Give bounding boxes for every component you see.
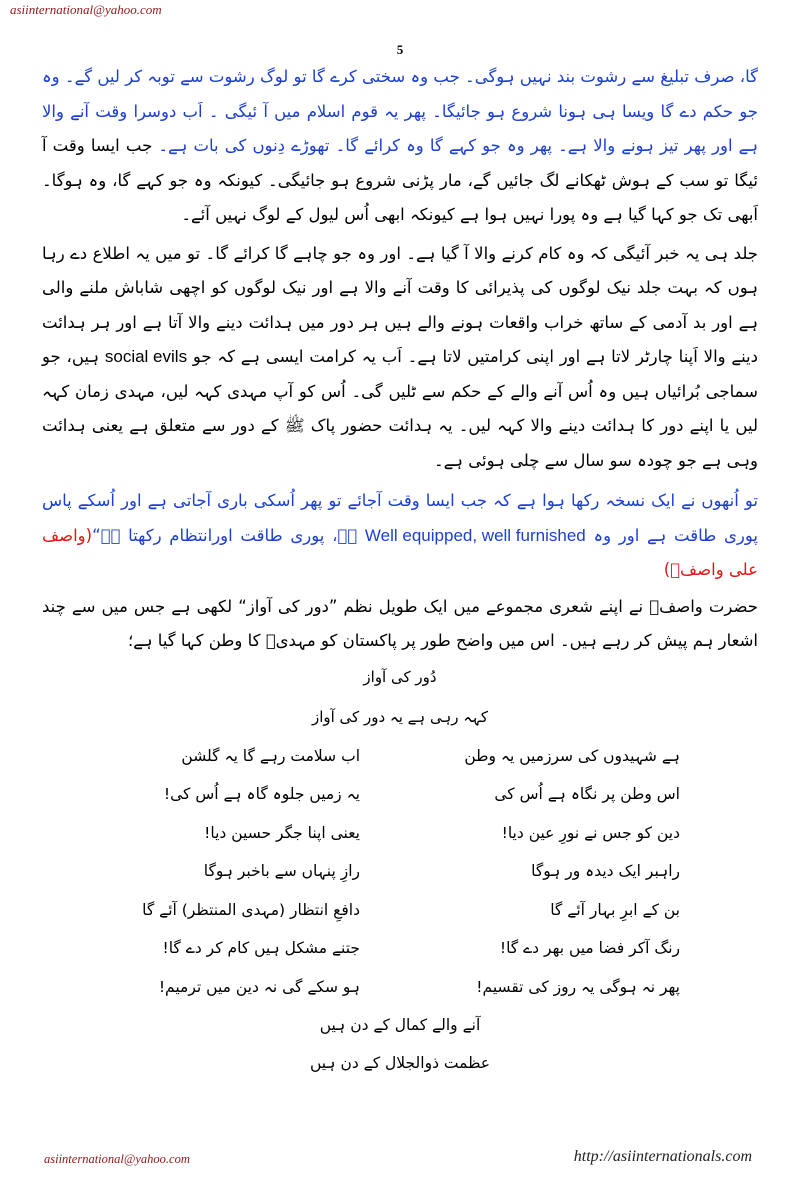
paragraph-4-intro: حضرت واصفؒ نے اپنے شعری مجموعے میں ایک طویل نظم ”دور کی آواز“ لکھی ہے جس میں سے چند اشعار ہم پیش کر رہے ہیں۔ اس میں واضح طور پر پاکستان کو مہدیؑ کا وطن کہا گیا ہے؛	[42, 596, 758, 650]
poem-couplets	[120, 737, 680, 1007]
page-number: 5	[396, 42, 404, 57]
poem-line-second: یعنی اپنا جگر حسین دیا!	[204, 823, 360, 842]
paragraph-2-text-a: جلد ہی یہ خبر آئیگی کہ وہ کام کرنے والا آ گیا ہے۔ اور وہ جو چاہے گا کرائے گا۔ تو میں یہ اطلاع دے رہا ہوں کہ بہت جلد نیک لوگوں کی پذیرائی کا وقت آنے والا ہے اور نیک لوگوں کو اچھی شاباش ملنے والی ہے اور بد آدمی کے ساتھ خراب واقعات ہونے والے ہیں ہر دور میں ہدائت دینے والا آتا ہے اور ہر ہدائت دینے والا اَپنا چارٹر لاتا ہے اور اپنی کرامتیں لاتا ہے۔ اَب یہ کرامت ایسی ہے کہ جو	[42, 243, 759, 366]
poem-line-second: رازِ پنہاں سے باخبر ہوگا	[203, 862, 360, 881]
poem-couplet	[120, 968, 680, 1007]
paragraph-2	[42, 237, 758, 479]
paragraph-3-quote	[42, 484, 758, 588]
poem-line-first: ہے شہیدوں کی سرزمیں یہ وطن	[464, 746, 680, 765]
paragraph-2-text-b: ہیں، جو سماجی بُرائیاں ہیں وہ اُس آنے والے کے حکم سے ٹلیں گی۔ اُس کو آپ مہدی کہہ لیں، مہدی زمان کہہ لیں یا اپنے دور کا ہدائت دینے والا کہہ لیں۔ یہ ہدائت حضور پاک ﷺ کے دور سے متعلق ہے یعنی ہدائت وہی ہے جو چودہ سو سال سے چلی ہوئی ہے۔	[42, 347, 758, 470]
poem-line-second: ہو سکے گی نہ دین میں ترمیم!	[158, 977, 360, 996]
paragraph-3-english-phrase: Well equipped, well furnished	[364, 525, 586, 545]
poem-line-first: راہبر ایک دیدہ ور ہوگا	[531, 862, 680, 881]
quote-attribution: (واصف علی واصفؒ)	[42, 525, 758, 579]
paragraph-1-blue-text: گا، صرف تبلیغ سے رشوت بند نہیں ہوگی۔ جب وہ سختی کرے گا تو لوگ رشوت سے توبہ کر لیں گے۔ وہ جو حکم دے گا ویسا ہی ہونا شروع ہو جائیگا۔ پھر یہ قوم اسلام میں آ ئیگی ۔ اَب دوسرا وقت آنے والا ہے اور پھر تیز ہونے والا ہے۔ پھر وہ جو کہے گا وہ کرائے گا۔ تھوڑے دِنوں کی بات ہے۔	[42, 67, 758, 155]
paragraph-3-text-a: تو اُنھوں نے ایک نسخہ رکھا ہوا ہے کہ جب ایسا وقت آجائے تو پھر اُسکی باری آجاتی ہے اور اُسکے پاس پوری طاقت ہے اور وہ	[42, 491, 758, 545]
paragraph-2-english-phrase: social evils	[104, 347, 188, 366]
poem-line-second: جتنے مشکل ہیں کام کر دے گا!	[162, 939, 360, 958]
poem-couplet	[120, 737, 680, 776]
poem-line-second: یہ زمیں جلوہ گاہ ہے اُس کی!	[163, 785, 360, 804]
poem-line-first: دین کو جس نے نورِ عین دیا!	[501, 823, 680, 842]
poem-closing-line: آنے والے کمال کے دن ہیں	[319, 1016, 481, 1034]
poem-couplet	[120, 929, 680, 968]
poem-couplet	[120, 775, 680, 814]
paragraph-3-text-b: ہے، پوری طاقت اورانتظام رکھتا ہے“	[92, 525, 358, 545]
poem-line-second: اب سلامت رہے گا یہ گلشن	[181, 746, 360, 765]
poem-subtitle: کہہ رہی ہے یہ دور کی آواز	[311, 707, 489, 726]
poem-line-second: دافعِ انتظار (مہدی المنتظر) آئے گا	[142, 900, 360, 919]
poem-couplet	[120, 814, 680, 853]
paragraph-1	[42, 60, 758, 233]
footer-email: asiinternational@yahoo.com	[44, 1152, 190, 1166]
document-body	[42, 60, 758, 1082]
poem-line-first: بن کے ابرِ بہار آئے گا	[550, 900, 680, 919]
paragraph-1-black-text: جب ایسا وقت آ ئیگا تو سب کے ہوش ٹھکانے لگ جائیں گے، مار پڑنی شروع ہو جائیگی۔ کیونکہ وہ جو کہے گا، وہ ہوگا۔ اَبھی تک جو کہا گیا ہے وہ پورا نہیں ہوا ہے کیونکہ ابھی اُس لیول کے لوگ نہیں آئے۔	[42, 136, 758, 224]
header-email: asiinternational@yahoo.com	[10, 2, 162, 17]
poem-couplet	[120, 852, 680, 891]
poem-line-first: اس وطن پر نگاہ ہے اُس کی	[494, 785, 680, 804]
poem-line-first: رنگ آکر فضا میں بھر دے گا!	[499, 939, 680, 958]
poem-title: دُور کی آواز	[363, 667, 437, 686]
poem-closing-line: عظمت ذوالجلال کے دن ہیں	[309, 1054, 491, 1072]
poem-line-first: پھر نہ ہوگی یہ روز کی تقسیم!	[476, 977, 680, 996]
poem-couplet	[120, 891, 680, 930]
footer-url-link[interactable]: http://asiinternationals.com	[573, 1148, 752, 1165]
